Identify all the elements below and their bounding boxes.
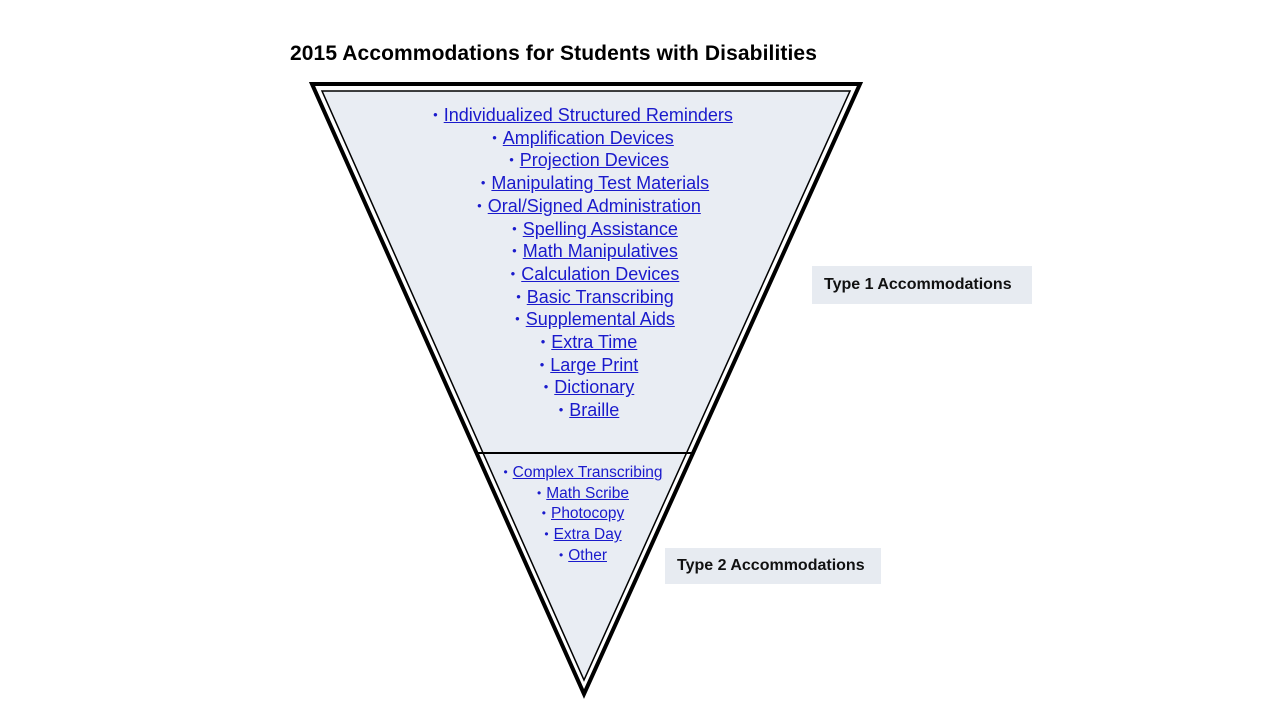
bullet-icon: • — [477, 197, 482, 213]
type2-accommodation-link[interactable]: Extra Day — [553, 526, 622, 544]
type1-accommodation-link[interactable]: Amplification Devices — [502, 127, 674, 148]
type1-accommodation-item — [477, 195, 701, 217]
type1-accommodation-link[interactable]: Individualized Structured Reminders — [443, 105, 733, 125]
type1-accommodation-link[interactable]: Calculation Devices — [521, 263, 680, 284]
type1-accommodation-link[interactable]: Braille — [569, 400, 620, 421]
type2-accommodation-item — [559, 546, 607, 565]
type1-accommodation-link[interactable]: Math Manipulatives — [522, 241, 678, 262]
type2-label: Type 2 Accommodations — [665, 548, 881, 584]
type1-accommodation-link[interactable]: Projection Devices — [519, 150, 669, 171]
bullet-icon: • — [512, 243, 517, 259]
type2-accommodation-item — [544, 525, 621, 544]
bullet-icon: • — [541, 506, 546, 521]
type1-accommodation-item — [492, 127, 674, 149]
bullet-icon: • — [539, 356, 545, 372]
type1-accommodation-item — [509, 149, 669, 171]
bullet-icon: • — [510, 265, 516, 281]
type1-label: Type 1 Accommodations — [812, 266, 1032, 304]
bullet-icon: • — [480, 175, 486, 191]
bullet-icon: • — [543, 379, 549, 395]
type2-accommodation-link[interactable]: Other — [568, 546, 607, 564]
bullet-icon: • — [433, 107, 438, 122]
type1-accommodation-link[interactable]: Large Print — [550, 354, 639, 375]
type2-accommodation-link[interactable]: Math Scribe — [546, 484, 629, 502]
bullet-icon: • — [492, 129, 497, 145]
type1-accommodation-item — [515, 308, 675, 330]
type1-accommodation-link[interactable]: Basic Transcribing — [526, 286, 674, 307]
bullet-icon: • — [558, 402, 564, 418]
type2-accommodation-item — [542, 504, 624, 523]
bullet-icon: • — [544, 527, 549, 542]
bullet-icon: • — [559, 547, 564, 562]
type2-accommodation-link[interactable]: Photocopy — [550, 505, 625, 523]
type1-accommodation-item — [544, 376, 635, 398]
type2-accommodation-item — [503, 463, 662, 482]
diagram-title: 2015 Accommodations for Students with Disabilities — [290, 42, 817, 65]
bullet-icon: • — [503, 465, 508, 479]
type1-accommodation-item — [511, 263, 680, 285]
type1-accommodation-link[interactable]: Manipulating Test Materials — [491, 173, 710, 194]
type1-accommodation-item — [481, 172, 709, 194]
type1-accommodation-link[interactable]: Oral/Signed Administration — [487, 195, 701, 216]
type2-accommodation-item — [537, 484, 629, 503]
type1-accommodation-item — [541, 331, 638, 353]
type2-accommodation-link[interactable]: Complex Transcribing — [512, 464, 663, 481]
bullet-icon: • — [540, 334, 546, 349]
type1-accommodation-item — [433, 104, 733, 126]
bullet-icon: • — [537, 485, 542, 500]
type1-accommodation-link[interactable]: Extra Time — [551, 332, 638, 352]
type1-accommodation-item — [516, 286, 674, 308]
bullet-icon: • — [516, 288, 521, 304]
type1-accommodation-link[interactable]: Spelling Assistance — [522, 218, 678, 239]
type1-accommodation-item — [540, 354, 639, 376]
bullet-icon: • — [509, 152, 514, 168]
bullet-icon: • — [512, 220, 517, 236]
type1-accommodation-item — [559, 399, 620, 421]
type1-accommodation-link[interactable]: Dictionary — [554, 377, 635, 398]
bullet-icon: • — [515, 311, 520, 327]
type1-accommodation-item — [512, 218, 678, 240]
type1-accommodation-link[interactable]: Supplemental Aids — [525, 309, 675, 330]
type1-accommodation-item — [512, 240, 678, 262]
